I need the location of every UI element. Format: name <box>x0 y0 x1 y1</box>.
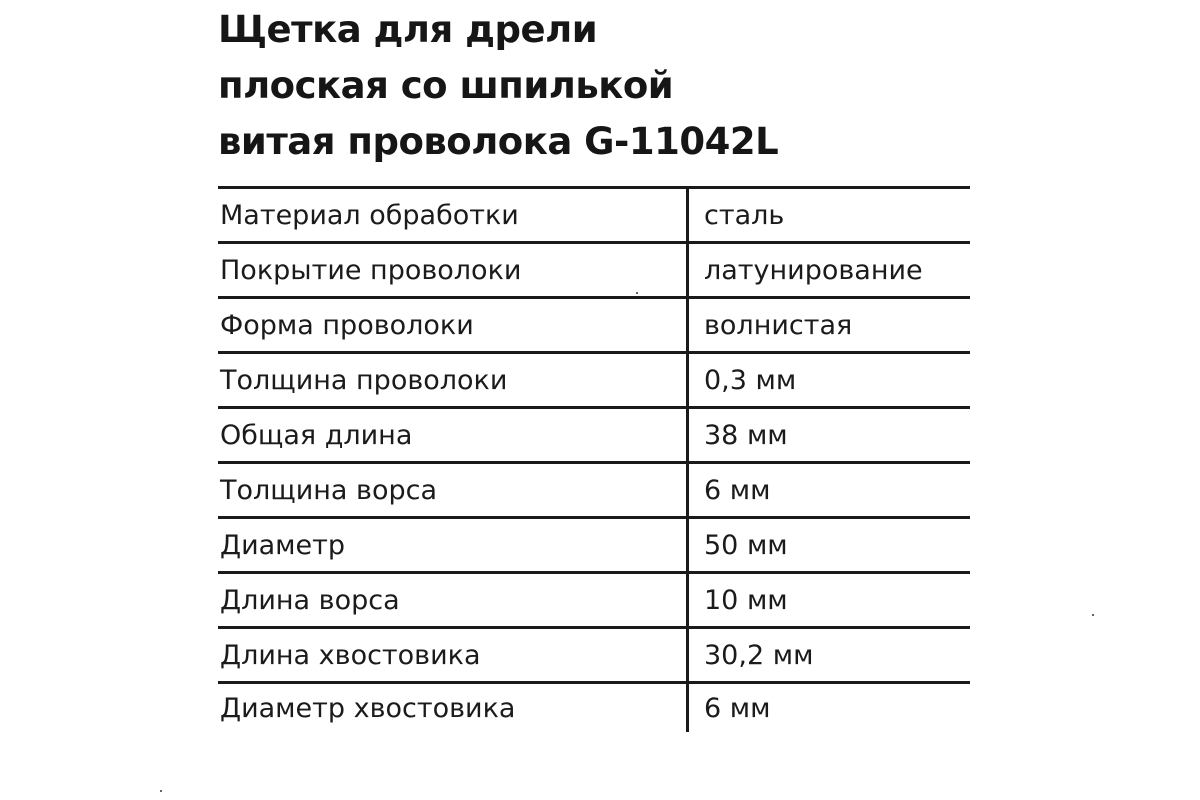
spec-row <box>218 684 970 732</box>
spec-value: волнистая <box>704 309 853 341</box>
spec-row <box>218 629 970 684</box>
spec-name: Общая длина <box>220 419 413 451</box>
spec-name: Диаметр хвостовика <box>220 692 516 724</box>
spec-row <box>218 409 970 464</box>
spec-name: Форма проволоки <box>220 309 474 341</box>
spec-value: 6 мм <box>704 692 771 724</box>
spec-name: Диаметр <box>220 529 346 561</box>
spec-value: 0,3 мм <box>704 364 797 396</box>
print-speck <box>636 292 638 294</box>
spec-value: сталь <box>704 199 785 231</box>
spec-name: Толщина ворса <box>220 474 437 506</box>
spec-table <box>218 186 970 732</box>
spec-row <box>218 464 970 519</box>
spec-name: Материал обработки <box>220 199 519 231</box>
column-divider <box>686 186 689 732</box>
product-title-line-1: Щетка для дрели <box>218 8 598 51</box>
product-title <box>218 2 778 170</box>
print-speck <box>1092 614 1094 616</box>
spec-name: Покрытие проволоки <box>220 254 522 286</box>
spec-value: 6 мм <box>704 474 771 506</box>
spec-value: 30,2 мм <box>704 639 814 671</box>
spec-value: 38 мм <box>704 419 788 451</box>
spec-name: Длина хвостовика <box>220 639 481 671</box>
spec-value: латунирование <box>704 254 923 286</box>
spec-row <box>218 299 970 354</box>
spec-value: 50 мм <box>704 529 788 561</box>
product-title-line-2: плоская со шпилькой <box>218 64 674 107</box>
product-title-line-3: витая проволока G-11042L <box>218 120 779 163</box>
spec-name: Длина ворса <box>220 584 400 616</box>
spec-row <box>218 574 970 629</box>
spec-row <box>218 354 970 409</box>
print-speck <box>160 790 162 792</box>
spec-row <box>218 189 970 244</box>
spec-name: Толщина проволоки <box>220 364 508 396</box>
spec-row <box>218 519 970 574</box>
spec-value: 10 мм <box>704 584 788 616</box>
spec-row <box>218 244 970 299</box>
